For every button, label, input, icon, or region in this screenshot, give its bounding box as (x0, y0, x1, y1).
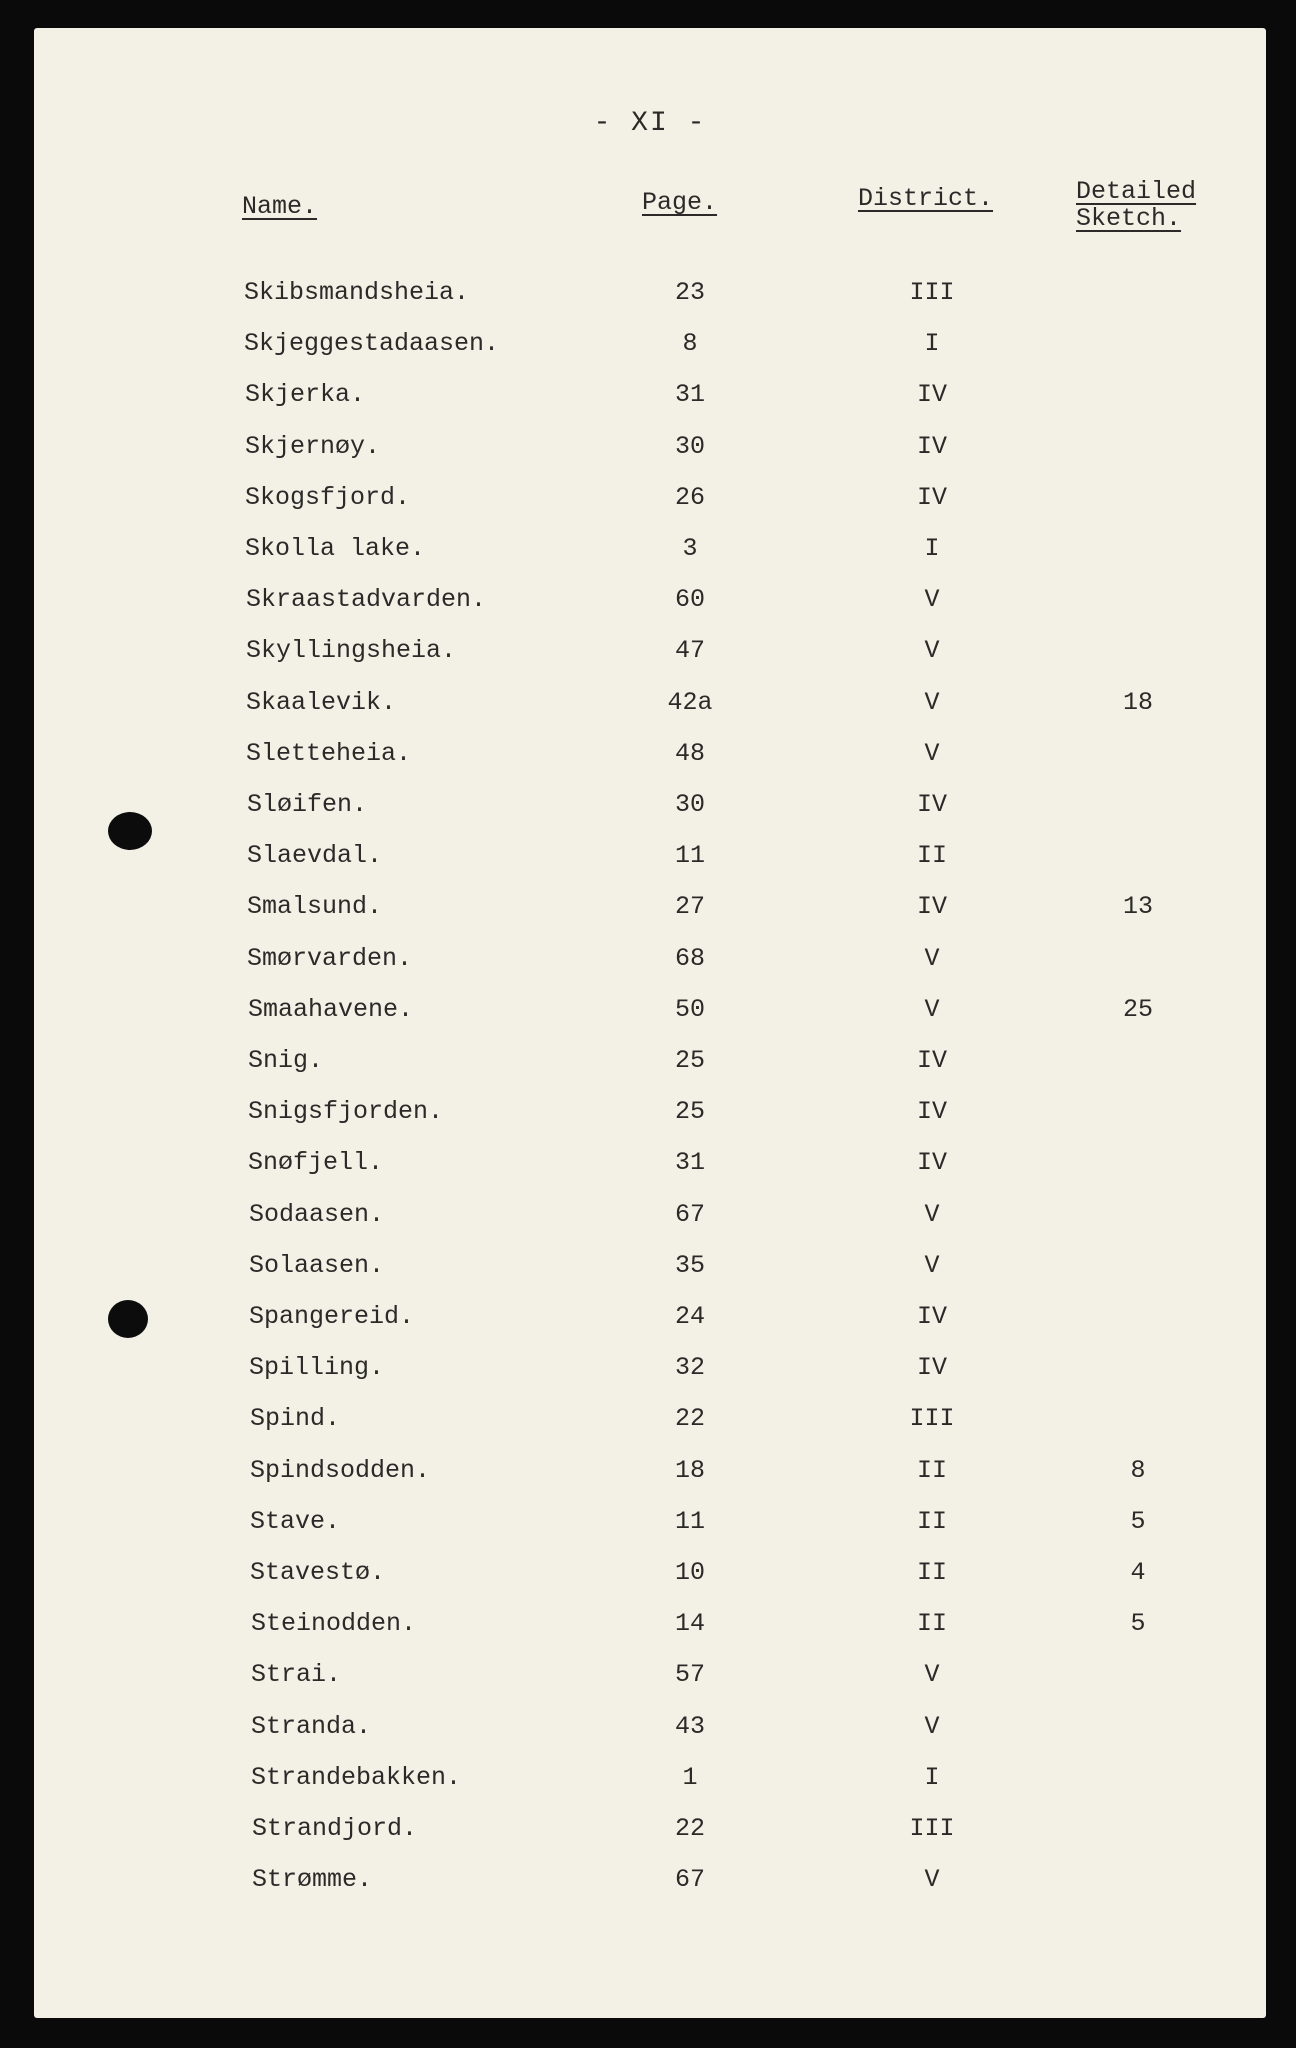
table-row (34, 739, 1266, 779)
table-row (34, 1404, 1266, 1444)
row-name: Strandebakken. (251, 1762, 462, 1792)
table-row (34, 1660, 1266, 1700)
row-district: II (916, 1506, 947, 1536)
row-district: II (916, 1455, 947, 1485)
row-page: 8 (682, 329, 698, 359)
header-sketch-line1: Detailed (1076, 177, 1197, 206)
table-row (34, 1251, 1266, 1291)
row-district: I (924, 329, 940, 359)
table-row (34, 380, 1266, 420)
row-page: 47 (674, 636, 705, 666)
row-name: Spilling. (249, 1353, 385, 1383)
table-row (34, 1353, 1266, 1393)
row-page: 25 (674, 1097, 705, 1127)
row-district: IV (916, 380, 947, 410)
header-district: District. (858, 184, 994, 213)
row-sketch: 13 (1122, 892, 1153, 922)
row-district: V (924, 687, 940, 717)
row-name: Stranda. (251, 1711, 372, 1741)
header-detailed-sketch (1076, 178, 1196, 232)
row-page: 25 (674, 1046, 705, 1075)
table-row (34, 636, 1266, 676)
row-page: 67 (674, 1199, 705, 1229)
row-page: 3 (682, 534, 698, 563)
row-district: I (924, 534, 940, 563)
table-row (34, 1046, 1266, 1086)
row-district: IV (916, 1148, 947, 1178)
row-district: IV (916, 1302, 947, 1331)
table-row (34, 534, 1266, 574)
row-name: Stavestø. (250, 1558, 386, 1587)
row-page: 1 (682, 1762, 698, 1792)
row-sketch: 4 (1130, 1558, 1146, 1587)
header-sketch-line2: Sketch. (1076, 204, 1182, 233)
table-row (34, 483, 1266, 523)
row-name: Snigsfjorden. (248, 1097, 444, 1127)
table-row (34, 1763, 1266, 1803)
row-page: 30 (674, 431, 705, 461)
table-row (34, 1507, 1266, 1547)
table-row (34, 892, 1266, 932)
row-name: Spindsodden. (250, 1455, 431, 1485)
header-page: Page. (642, 188, 718, 217)
row-page: 42a (667, 687, 713, 717)
row-sketch: 5 (1130, 1506, 1146, 1536)
row-sketch: 5 (1130, 1609, 1146, 1639)
row-district: IV (916, 1353, 947, 1383)
row-name: Smørvarden. (247, 943, 413, 973)
row-name: Skibsmandsheia. (244, 278, 470, 307)
row-page: 26 (674, 482, 705, 512)
table-row (34, 944, 1266, 984)
row-name: Skjerka. (245, 380, 366, 410)
row-district: I (924, 1762, 940, 1792)
row-page: 27 (674, 892, 705, 922)
row-name: Spangereid. (249, 1302, 415, 1331)
row-page: 57 (674, 1660, 705, 1690)
row-district: IV (916, 790, 947, 819)
row-page: 48 (674, 738, 705, 768)
table-row (34, 688, 1266, 728)
table-row (34, 1302, 1266, 1342)
row-page: 50 (674, 994, 705, 1024)
row-district: V (924, 1250, 940, 1280)
row-district: III (909, 1404, 955, 1434)
row-sketch: 25 (1122, 994, 1153, 1024)
typewritten-page (34, 28, 1266, 2018)
row-page: 11 (674, 841, 705, 871)
table-row (34, 841, 1266, 881)
punch-hole (108, 812, 152, 850)
table-row (34, 1200, 1266, 1240)
row-page: 68 (674, 943, 705, 973)
row-district: IV (916, 892, 947, 922)
row-name: Skogsfjord. (245, 482, 411, 512)
row-district: III (909, 278, 955, 307)
table-row (34, 1609, 1266, 1649)
table-row (34, 1712, 1266, 1752)
row-district: II (916, 1558, 947, 1587)
row-page: 31 (674, 1148, 705, 1178)
row-name: Skaalevik. (246, 687, 397, 717)
row-district: V (924, 738, 940, 768)
row-page: 67 (674, 1865, 705, 1895)
row-name: Sletteheia. (246, 738, 412, 768)
table-row (34, 1814, 1266, 1854)
row-name: Smaahavene. (248, 994, 414, 1024)
row-name: Snig. (248, 1046, 324, 1075)
row-page: 35 (674, 1250, 705, 1280)
row-district: V (924, 1865, 940, 1895)
row-name: Strømme. (252, 1865, 373, 1895)
row-district: V (924, 585, 940, 615)
row-page: 23 (674, 278, 705, 307)
row-sketch: 18 (1122, 687, 1153, 717)
row-name: Skolla lake. (245, 534, 426, 563)
table-row (34, 585, 1266, 625)
row-name: Stave. (250, 1506, 341, 1536)
table-row (34, 1558, 1266, 1598)
header-name: Name. (242, 192, 318, 221)
row-page: 10 (674, 1558, 705, 1587)
row-name: Slaevdal. (247, 841, 383, 871)
row-sketch: 8 (1130, 1455, 1146, 1485)
row-name: Sodaasen. (249, 1199, 385, 1229)
row-page: 18 (674, 1455, 705, 1485)
row-name: Skyllingsheia. (246, 636, 457, 666)
table-row (34, 1148, 1266, 1188)
row-district: IV (916, 1046, 947, 1075)
row-page: 22 (674, 1404, 705, 1434)
table-row (34, 329, 1266, 369)
row-page: 11 (674, 1506, 705, 1536)
punch-hole (108, 1300, 148, 1338)
row-page: 43 (674, 1711, 705, 1741)
row-district: II (916, 841, 947, 871)
row-name: Skraastadvarden. (246, 585, 487, 615)
row-name: Smalsund. (247, 892, 383, 922)
table-row (34, 995, 1266, 1035)
row-page: 30 (674, 790, 705, 819)
row-name: Strandjord. (252, 1814, 418, 1843)
row-district: V (924, 1711, 940, 1741)
row-name: Sløifen. (247, 790, 368, 819)
row-page: 22 (674, 1814, 705, 1843)
row-district: V (924, 994, 940, 1024)
row-page: 32 (674, 1353, 705, 1383)
table-row (34, 790, 1266, 830)
row-name: Strai. (251, 1660, 342, 1690)
row-district: V (924, 943, 940, 973)
table-row (34, 432, 1266, 472)
row-district: III (909, 1814, 955, 1843)
row-name: Spind. (250, 1404, 341, 1434)
table-row (34, 278, 1266, 318)
table-row (34, 1865, 1266, 1905)
row-page: 24 (674, 1302, 705, 1331)
row-district: IV (916, 1097, 947, 1127)
row-district: V (924, 1199, 940, 1229)
row-district: II (916, 1609, 947, 1639)
row-name: Steinodden. (251, 1609, 417, 1639)
row-district: IV (916, 482, 947, 512)
row-name: Skjernøy. (245, 431, 381, 461)
row-district: V (924, 636, 940, 666)
row-name: Solaasen. (249, 1250, 385, 1280)
row-district: IV (916, 431, 947, 461)
row-district: V (924, 1660, 940, 1690)
row-name: Skjeggestadaasen. (244, 329, 500, 359)
row-page: 14 (674, 1609, 705, 1639)
row-page: 31 (674, 380, 705, 410)
table-row (34, 1456, 1266, 1496)
row-page: 60 (674, 585, 705, 615)
page-number: - XI - (593, 108, 707, 139)
table-row (34, 1097, 1266, 1137)
row-name: Snøfjell. (248, 1148, 384, 1178)
